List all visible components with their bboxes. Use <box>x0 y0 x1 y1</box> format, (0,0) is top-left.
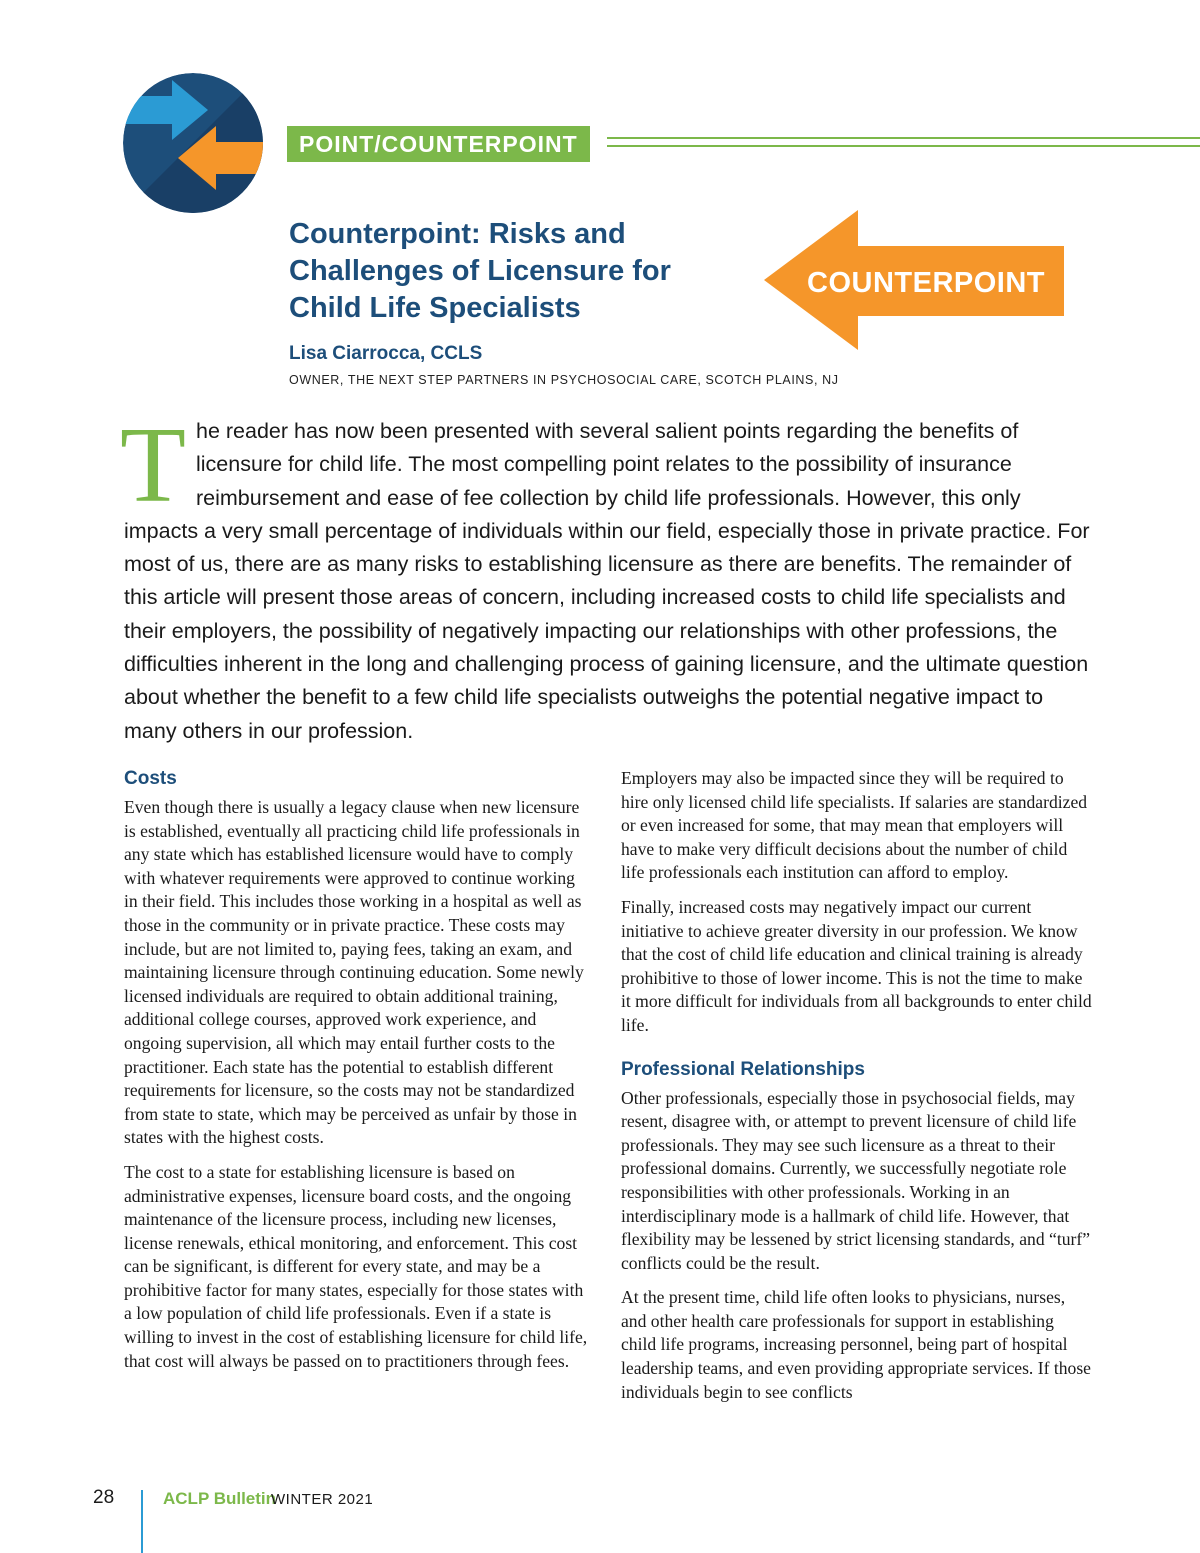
left-column <box>124 767 592 1384</box>
counterpoint-label: COUNTERPOINT <box>807 267 1045 299</box>
publication-name: ACLP Bulletin <box>163 1489 277 1508</box>
intro-text: he reader has now been presented with several salient points regarding the benefits of licensure for child life. The most compelling point relates to the possibility of insurance reimbursement and ease of fee collection by child life professionals. However, this only impacts a very small percentage of individuals within our field, especially those in private practice. For most of us, there are as many risks to establishing licensure as there are benefits. The remainder of this article will present those areas of concern, including increased costs to child life specialists and their employers, the possibility of negatively impacting our relationships with other professions, the difficulties inherent in the long and challenging process of gaining licensure, and the ultimate question about whether the benefit to a few child life specialists outweighs the potential negative impact to many others in our profession. <box>124 419 1090 743</box>
page-number: 28 <box>93 1487 115 1508</box>
article-title: Counterpoint: Risks and Challenges of Licensure for Child Life Specialists <box>289 218 671 324</box>
author-name: Lisa Ciarrocca, CCLS <box>289 343 483 364</box>
section-tag: POINT/COUNTERPOINT <box>287 126 590 162</box>
logo-arrows-icon <box>122 72 264 214</box>
professional-relationships-heading: Professional Relationships <box>621 1058 865 1080</box>
body-paragraph: At the present time, child life often looks to physicians, nurses, and other health care professionals for support in establishing child life programs, increasing personnel, being part of hospital leadership teams, and even providing appropriate services. If those individuals begin to see conflicts <box>621 1287 1091 1402</box>
body-paragraph: Employers may also be impacted since they will be required to hire only licensed child life specialists. If salaries are standardized or even increased for some, that may mean that employers will have to make very difficult decisions about the number of child life professionals each institution can afford to employ. <box>621 768 1088 883</box>
body-paragraph: The cost to a state for establishing licensure is based on administrative expenses, licensure board costs, and the ongoing maintenance of the licensure process, including new licenses, license renewals, ethical monitoring, and enforcement. This cost can be significant, is different for every state, and may be a prohibitive factor for many states, especially for those states with a low population of child life professionals. Even if a state is willing to invest in the cost of establishing licensure for child life, that cost will always be passed on to practitioners through fees. <box>124 1161 588 1371</box>
right-column <box>621 767 1093 1415</box>
banner-rule-top <box>607 137 1200 139</box>
issue-label: WINTER 2021 <box>271 1491 374 1508</box>
body-paragraph: Even though there is usually a legacy clause when new licensure is established, eventually all practicing child life professionals in any state which has established licensure would have to comply with whatever requirements were approved to continue working in their field. This includes those working in a hospital as well as those in the community or in private practice. These costs may include, but are not limited to, paying fees, taking an exam, and maintaining licensure through continuing education. Some newly licensed individuals are required to obtain additional training, additional college courses, approved work experience, and ongoing supervision, all which may entail further costs to the practitioner. Each state has the potential to establish different requirements for licensure, so the costs may not be standardized from state to state, which may be perceived as unfair by those in states with the highest costs. <box>124 797 584 1148</box>
body-paragraph: Finally, increased costs may negatively impact our current initiative to achieve greater diversity in our profession. We know that the cost of child life education and clinical training is already prohibitive to those of lower income. This is not the time to make it more difficult for individuals from all backgrounds to enter child life. <box>621 896 1092 1035</box>
costs-heading: Costs <box>124 768 177 789</box>
counterpoint-arrow <box>764 210 1066 350</box>
intro-paragraph <box>120 406 1099 748</box>
banner-rule-bottom <box>607 145 1200 147</box>
drop-cap: T <box>120 406 186 525</box>
author-affiliation: OWNER, THE NEXT STEP PARTNERS IN PSYCHOSOCIAL CARE, SCOTCH PLAINS, NJ <box>289 373 839 387</box>
body-paragraph: Other professionals, especially those in psychosocial fields, may resent, disagree with, or attempt to prevent licensure of child life professionals. They may see such licensure as a threat to their professional domains. Currently, we successfully negotiate role responsibilities with other professionals. Working in an interdisciplinary mode is a hallmark of child life. However, that flexibility may be lessened by strict licensing standards, and “turf” conflicts could be the result. <box>621 1087 1091 1273</box>
footer-divider <box>141 1490 143 1553</box>
